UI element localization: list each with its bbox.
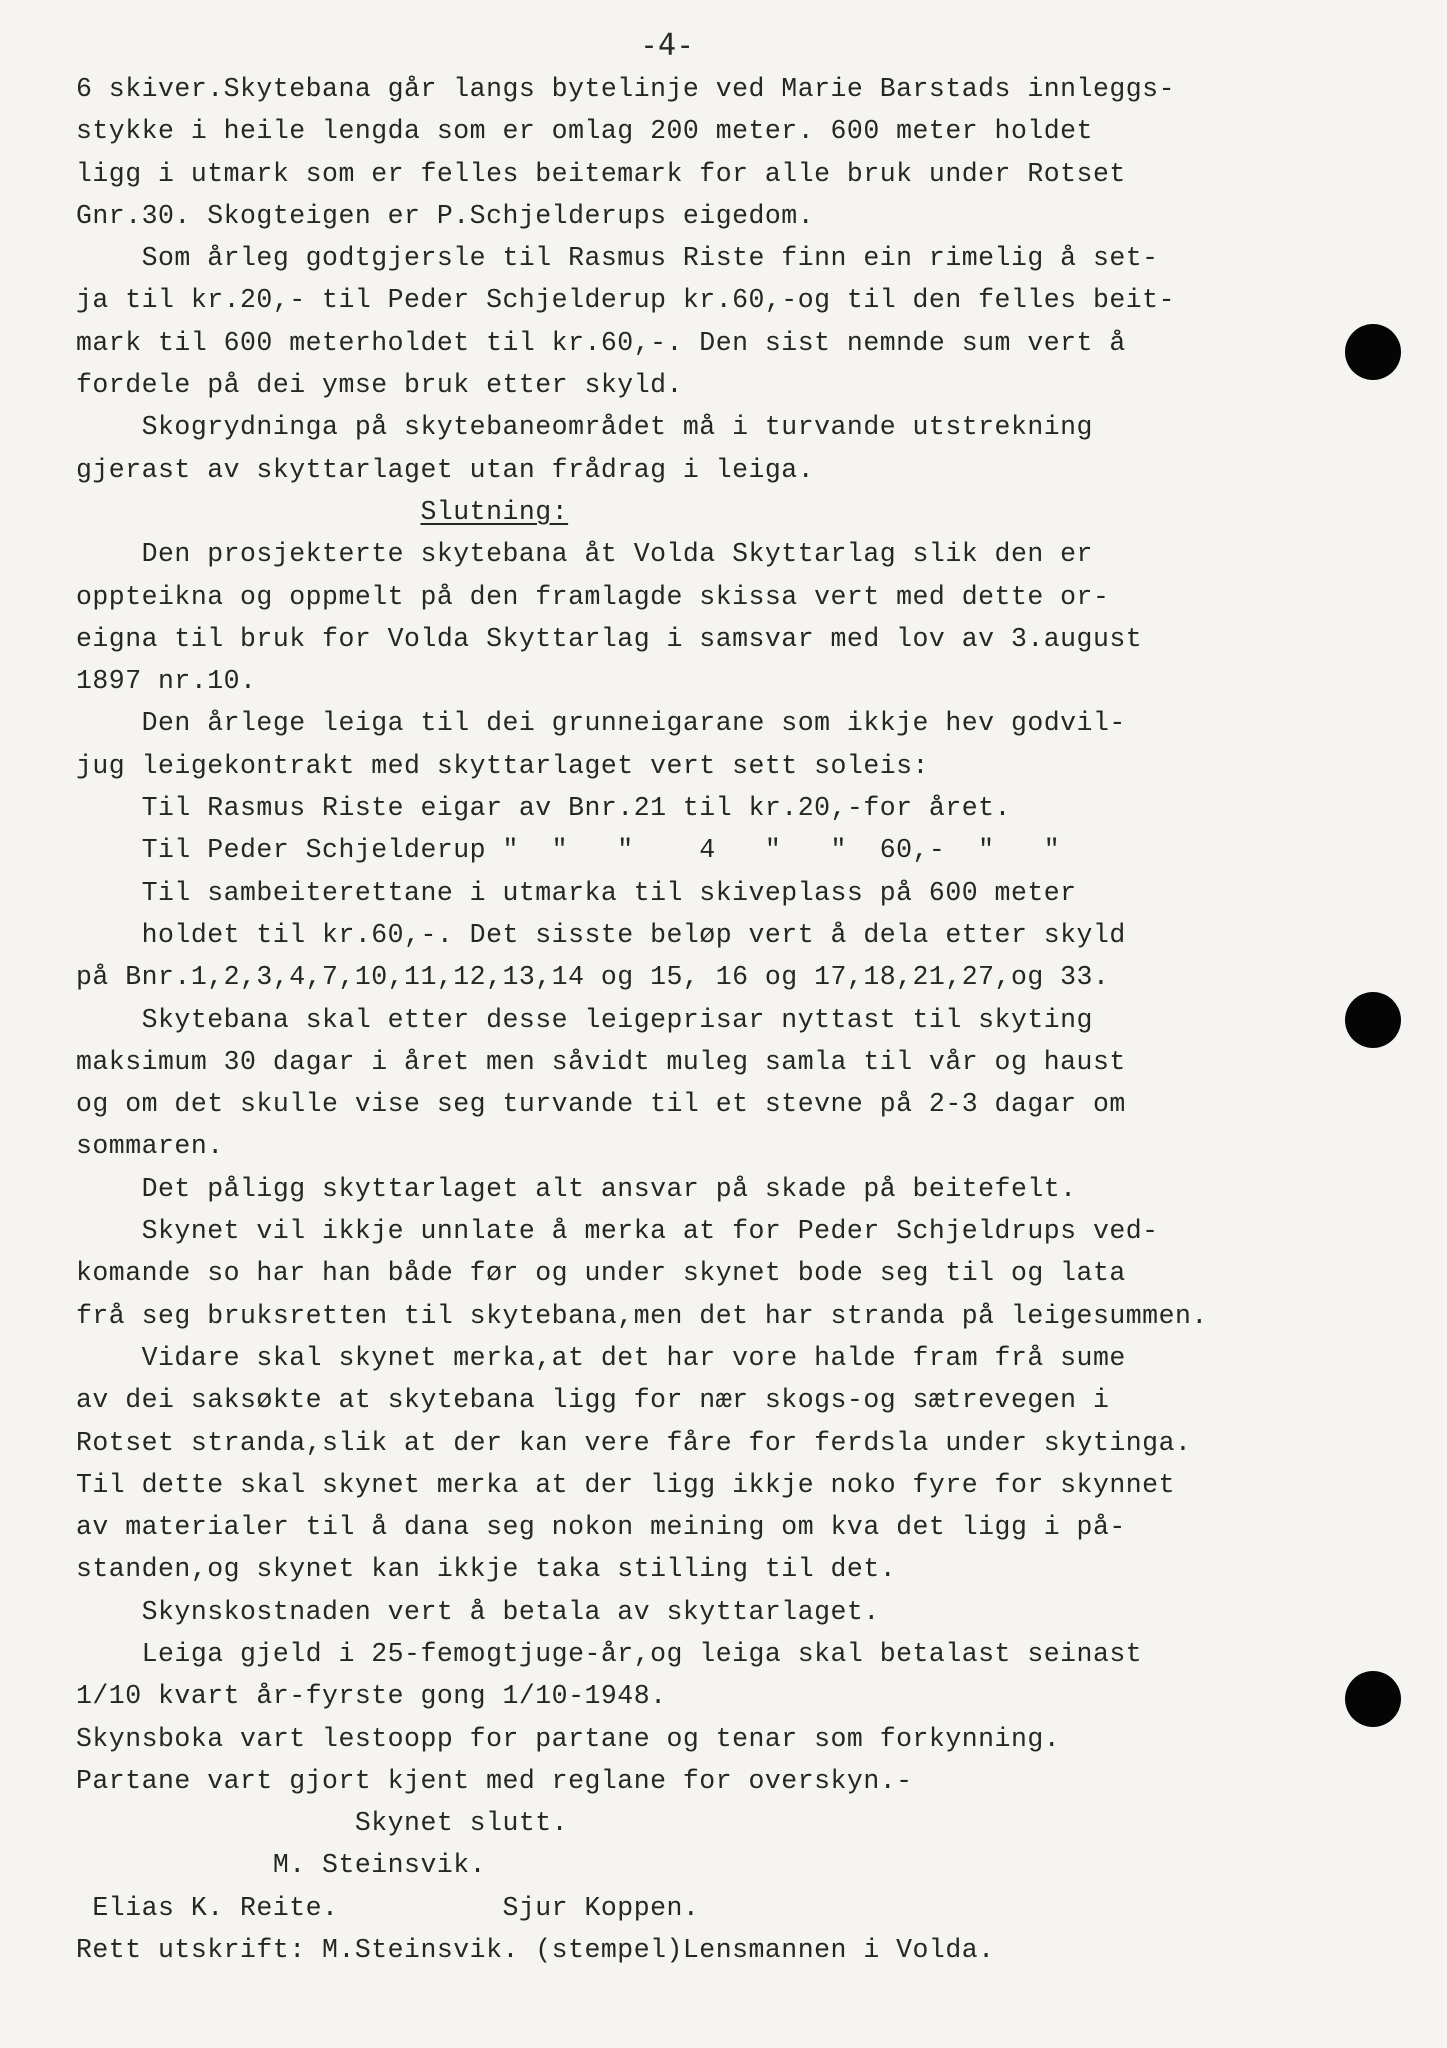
text-line: Skynsboka vart lestoopp for partane og tenar som forkynning. — [76, 1723, 1061, 1754]
text-line: på Bnr.1,2,3,4,7,10,11,12,13,14 og 15, 16 og 17,18,21,27,og 33. — [76, 962, 1110, 993]
text-line: gjerast av skyttarlaget utan frådrag i leiga. — [76, 454, 815, 485]
text-line: 6 skiver.Skytebana går langs bytelinje ved Marie Barstads innleggs- — [76, 74, 1175, 104]
signature-line: Skynet slutt. — [76, 1808, 569, 1839]
text-line: maksimum 30 dagar i året men såvidt muleg samla til vår og haust — [76, 1046, 1126, 1077]
text-line: fordele på dei ymse bruk etter skyld. — [76, 370, 683, 401]
text-line: 1/10 kvart år-fyrste gong 1/10-1948. — [76, 1681, 667, 1712]
heading-indent — [76, 497, 420, 527]
text-line: Leiga gjeld i 25-femogtjuge-år,og leiga skal betalast seinast — [76, 1638, 1143, 1669]
text-line: 1897 nr.10. — [76, 666, 257, 697]
page-number: -4- — [640, 28, 695, 63]
document-body — [76, 68, 1256, 1971]
text-line: holdet til kr.60,-. Det sisste beløp vert å dela etter skyld — [76, 919, 1126, 950]
text-line: standen,og skynet kan ikkje taka stilling til det. — [76, 1554, 897, 1585]
text-line: av materialer til å dana seg nokon meining om kva det ligg i på- — [76, 1512, 1126, 1543]
text-line: Til Rasmus Riste eigar av Bnr.21 til kr.20,-for året. — [76, 793, 1011, 824]
text-line: av dei saksøkte at skytebana ligg for nær skogs-og sætrevegen i — [76, 1385, 1110, 1416]
text-line: Det påligg skyttarlaget alt ansvar på skade på beitefelt. — [76, 1173, 1077, 1204]
text-line: eigna til bruk for Volda Skyttarlag i samsvar med lov av 3.august — [76, 623, 1143, 654]
punch-hole — [1345, 992, 1401, 1048]
text-line: mark til 600 meterholdet til kr.60,-. Den sist nemnde sum vert å — [76, 327, 1126, 358]
text-line: og om det skulle vise seg turvande til et stevne på 2-3 dagar om — [76, 1089, 1126, 1120]
signature-line: M. Steinsvik. — [76, 1850, 487, 1881]
text-line: oppteikna og oppmelt på den framlagde skissa vert med dette or- — [76, 581, 1110, 612]
text-line: sommaren. — [76, 1131, 224, 1162]
text-line: stykke i heile lengda som er omlag 200 meter. 600 meter holdet — [76, 116, 1093, 147]
certification-line: Rett utskrift: M.Steinsvik. (stempel)Lensmannen i Volda. — [76, 1935, 995, 1966]
text-line: Til sambeiterettane i utmarka til skiveplass på 600 meter — [76, 877, 1077, 908]
text-line: Vidare skal skynet merka,at det har vore halde fram frå sume — [76, 1342, 1126, 1373]
text-line: Den årlege leiga til dei grunneigarane som ikkje hev godvil- — [76, 708, 1126, 739]
punch-hole — [1345, 324, 1401, 380]
text-line: frå seg bruksretten til skytebana,men det har stranda på leigesummen. — [76, 1300, 1208, 1331]
text-line: ligg i utmark som er felles beitemark for alle bruk under Rotset — [76, 158, 1126, 189]
text-line: Til dette skal skynet merka at der ligg ikkje noko fyre for skynnet — [76, 1469, 1175, 1500]
punch-hole — [1345, 1671, 1401, 1727]
text-line: Skytebana skal etter desse leigeprisar nyttast til skyting — [76, 1004, 1093, 1035]
text-line: Skynet vil ikkje unnlate å merka at for Peder Schjeldrups ved- — [76, 1216, 1159, 1247]
signature-line: Elias K. Reite. Sjur Koppen. — [76, 1892, 700, 1923]
text-line: Skogrydninga på skytebaneområdet må i turvande utstrekning — [76, 412, 1093, 443]
text-line: Den prosjekterte skytebana åt Volda Skyttarlag slik den er — [76, 539, 1093, 570]
text-line: komande so har han både før og under skynet bode seg til og lata — [76, 1258, 1126, 1289]
text-line: Gnr.30. Skogteigen er P.Schjelderups eigedom. — [76, 200, 815, 231]
text-line: ja til kr.20,- til Peder Schjelderup kr.60,-og til den felles beit- — [76, 285, 1175, 316]
section-heading-line — [76, 491, 1256, 533]
text-line: Rotset stranda,slik at der kan vere fåre for ferdsla under skytinga. — [76, 1427, 1192, 1458]
section-heading: Slutning: — [420, 496, 569, 527]
text-line: jug leigekontrakt med skyttarlaget vert sett soleis: — [76, 750, 929, 781]
text-line: Til Peder Schjelderup " " " 4 " " 60,- " " — [76, 835, 1061, 866]
text-line: Som årleg godtgjersle til Rasmus Riste finn ein rimelig å set- — [76, 243, 1159, 274]
text-line: Skynskostnaden vert å betala av skyttarlaget. — [76, 1596, 880, 1627]
text-line: Partane vart gjort kjent med reglane for overskyn.- — [76, 1765, 913, 1796]
